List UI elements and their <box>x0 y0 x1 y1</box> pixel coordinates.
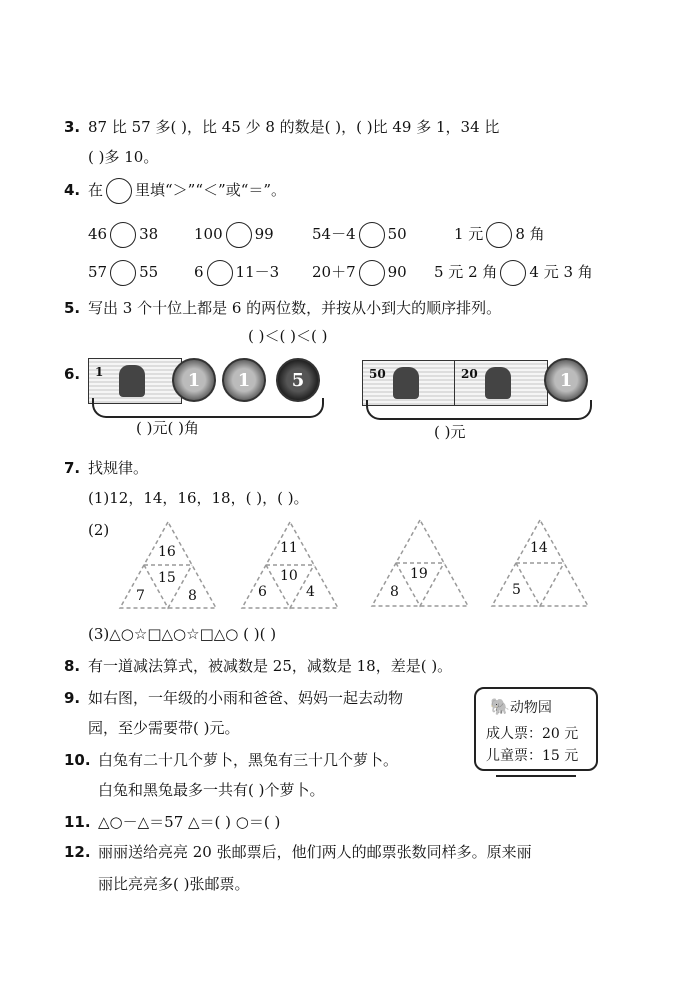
q4-row2-item3 <box>312 260 407 286</box>
answer-circle-icon[interactable] <box>110 260 136 286</box>
note-value: 20 <box>461 367 478 381</box>
right-value: 90 <box>387 263 407 281</box>
q3-line1: 87 比 57 多( )，比 45 少 8 的数是( )，( )比 49 多 1，34 比 <box>88 118 500 136</box>
left-group-brace <box>92 398 324 418</box>
adult-ticket-price: 成人票：20 元 <box>486 726 579 742</box>
coin-value: 1 <box>187 370 201 391</box>
q7-title: 找规律。 <box>88 459 149 477</box>
q4-title-prefix: 在 <box>88 181 104 199</box>
triangle-4-graphic <box>490 518 590 608</box>
pattern-triangle-4 <box>490 518 590 612</box>
pattern-triangle-3 <box>370 518 470 612</box>
portrait-icon <box>485 367 511 399</box>
q5-number: 5. <box>64 299 81 317</box>
q3-line2: ( )多 10。 <box>88 148 159 166</box>
triangle-left-number: 6 <box>258 584 267 600</box>
q12-number: 12. <box>64 843 91 861</box>
left-value: 20＋7 <box>312 263 356 281</box>
sign-stand <box>496 769 576 777</box>
triangle-top-number: 11 <box>280 540 298 556</box>
coin-5-jiao-icon <box>276 358 320 402</box>
right-group-brace <box>366 400 592 420</box>
q9-line2: 园，至少需要带( )元。 <box>88 719 240 737</box>
left-value: 54－4 <box>312 225 356 243</box>
q9-number: 9. <box>64 689 81 707</box>
triangle-2-graphic <box>240 520 340 610</box>
q7-part3: (3)△○☆□△○☆□△○ ( )( ) <box>88 625 277 643</box>
q4-row2-item1 <box>88 260 158 286</box>
q8-text: 有一道减法算式，被减数是 25，减数是 18，差是( )。 <box>88 657 453 675</box>
triangle-top-number: 16 <box>158 544 176 560</box>
q10-line1: 白兔有二十几个萝卜，黑兔有三十几个萝卜。 <box>98 751 399 769</box>
q4-row1-item2 <box>194 222 274 248</box>
left-value: 57 <box>88 263 108 281</box>
coin-value: 1 <box>559 370 573 391</box>
answer-circle-icon[interactable] <box>226 222 252 248</box>
right-value: 4 元 3 角 <box>529 263 593 281</box>
answer-circle-icon[interactable] <box>359 222 385 248</box>
coin-1-jiao-icon <box>222 358 266 402</box>
note-value: 50 <box>369 367 386 381</box>
triangle-top-number: 14 <box>530 540 548 556</box>
left-value: 5 元 2 角 <box>434 263 498 281</box>
q7-part2-label: (2) <box>88 521 110 539</box>
triangle-mid-number: 19 <box>410 566 428 582</box>
q12-line1: 丽丽送给亮亮 20 张邮票后，他们两人的邮票张数同样多。原来丽 <box>98 843 532 861</box>
q10-line2: 白兔和黑兔最多一共有( )个萝卜。 <box>98 781 325 799</box>
answer-circle-icon[interactable] <box>207 260 233 286</box>
triangle-left-number: 8 <box>390 584 399 600</box>
q6-left-answer[interactable]: ( )元( )角 <box>136 419 199 437</box>
answer-circle-icon[interactable] <box>486 222 512 248</box>
q11-number: 11. <box>64 813 91 831</box>
right-value: 38 <box>139 225 159 243</box>
triangle-left-number: 7 <box>136 588 145 604</box>
q4-row1-item3 <box>312 222 407 248</box>
coin-value: 1 <box>237 370 251 391</box>
pattern-triangle-1 <box>118 520 218 614</box>
q7-part1: (1)12，14，16，18，( )，( )。 <box>88 489 309 507</box>
left-value: 6 <box>194 263 204 281</box>
answer-circle-icon[interactable] <box>110 222 136 248</box>
q3-number: 3. <box>64 118 81 136</box>
q8-number: 8. <box>64 657 81 675</box>
triangle-left-number: 5 <box>512 582 521 598</box>
q4-row1-item4 <box>454 222 545 248</box>
right-value: 50 <box>387 225 407 243</box>
q4-row1-item1 <box>88 222 158 248</box>
q11-text: △○－△＝57 △＝( ) ○＝( ) <box>98 813 281 831</box>
triangle-right-number: 4 <box>306 584 315 600</box>
q7-number: 7. <box>64 459 81 477</box>
coin-value: 5 <box>291 370 305 391</box>
triangle-3-graphic <box>370 518 470 608</box>
q6-right-answer[interactable]: ( )元 <box>434 423 466 441</box>
zoo-ticket-sign <box>474 687 598 771</box>
portrait-icon <box>119 365 145 397</box>
triangle-mid-number: 10 <box>280 568 298 584</box>
triangle-1-graphic <box>118 520 218 610</box>
triangle-mid-number: 15 <box>158 570 176 586</box>
answer-circle-icon[interactable] <box>500 260 526 286</box>
q10-number: 10. <box>64 751 91 769</box>
coin-1-yuan-icon <box>172 358 216 402</box>
pattern-triangle-2 <box>240 520 340 614</box>
q4-title-text: 里填“＞”“＜”或“＝”。 <box>135 181 287 199</box>
left-value: 100 <box>194 225 223 243</box>
left-value: 46 <box>88 225 108 243</box>
sign-title <box>490 697 552 717</box>
note-value: 1 <box>95 365 104 379</box>
right-value: 55 <box>139 263 159 281</box>
portrait-icon <box>393 367 419 399</box>
right-value: 11－3 <box>235 263 280 281</box>
q5-text: 写出 3 个十位上都是 6 的两位数，并按从小到大的顺序排列。 <box>88 299 502 317</box>
q4-number: 4. <box>64 181 81 199</box>
elephant-icon: 🐘 <box>490 697 510 716</box>
compare-circle-icon <box>106 178 132 204</box>
answer-circle-icon[interactable] <box>359 260 385 286</box>
right-value: 8 角 <box>515 225 545 243</box>
coin-1-yuan-icon <box>544 358 588 402</box>
q12-line2: 丽比亮亮多( )张邮票。 <box>98 875 250 893</box>
q4-row2-item2 <box>194 260 279 286</box>
child-ticket-price: 儿童票：15 元 <box>486 748 579 764</box>
q4-row2-item4 <box>434 260 593 286</box>
q4-title <box>88 178 286 204</box>
right-value: 99 <box>254 225 274 243</box>
sign-title-text: 动物园 <box>509 700 552 716</box>
q9-line1: 如右图，一年级的小雨和爸爸、妈妈一起去动物 <box>88 689 404 707</box>
left-value: 1 元 <box>454 225 484 243</box>
q6-number: 6. <box>64 365 81 383</box>
q5-answer[interactable]: ( )＜( )＜( ) <box>248 327 328 345</box>
triangle-right-number: 8 <box>188 588 197 604</box>
